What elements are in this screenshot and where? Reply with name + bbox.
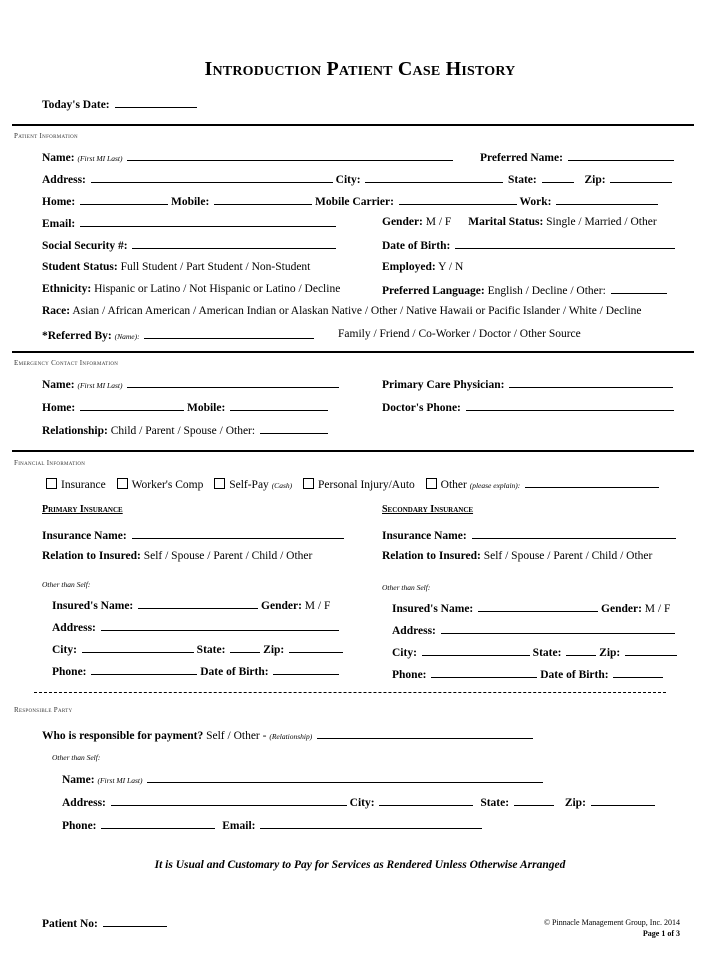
primary-relation-row (42, 550, 312, 562)
physician-label: Primary Care Physician: (382, 379, 505, 391)
patient-name-label: Name: (42, 152, 75, 164)
secondary-address-row (392, 623, 675, 637)
secondary-city-label: City: (392, 647, 417, 659)
primary-dob-label: Date of Birth: (200, 666, 269, 678)
primary-dob-field[interactable] (273, 664, 339, 675)
secondary-state-field[interactable] (566, 645, 596, 656)
page-number: Page 1 of 3 (642, 929, 680, 938)
patient-email-row (42, 216, 336, 230)
patient-email-label: Email: (42, 218, 76, 230)
ssn-field[interactable] (132, 238, 336, 249)
todays-date-row (42, 97, 197, 111)
employed-label: Employed: (382, 261, 436, 273)
primary-state-field[interactable] (230, 642, 260, 653)
primary-city-field[interactable] (82, 642, 194, 653)
patient-city-label: City: (335, 174, 361, 186)
preferred-name-label: Preferred Name: (480, 152, 563, 164)
responsible-question-row (42, 728, 533, 742)
marital-status-options[interactable]: Single / Married / Other (546, 216, 657, 228)
secondary-dob-label: Date of Birth: (540, 669, 609, 681)
language-row (382, 283, 667, 297)
patient-zip-label: Zip: (584, 174, 606, 186)
doctor-phone-label: Doctor's Phone: (382, 402, 461, 414)
section-patient-information: Patient Information (14, 132, 78, 140)
primary-state-label: State: (196, 644, 226, 656)
primary-insured-name-label: Insured's Name: (52, 600, 134, 612)
gender-marital-row (382, 216, 657, 228)
referred-hint: (Name): (114, 332, 140, 341)
primary-phone-row (52, 664, 339, 678)
ethnicity-label: Ethnicity: (42, 283, 92, 295)
emergency-name-row (42, 377, 339, 391)
responsible-zip-field[interactable] (591, 795, 655, 806)
secondary-phone-label: Phone: (392, 669, 427, 681)
primary-gender-label: Gender: (261, 600, 302, 612)
primary-relation-options[interactable]: Self / Spouse / Parent / Child / Other (143, 550, 313, 562)
primary-insured-name-field[interactable] (138, 598, 258, 609)
referred-options[interactable]: Family / Friend / Co-Worker / Doctor / Other Source (338, 328, 581, 340)
ssn-label: Social Security #: (42, 240, 128, 252)
responsible-phone-row (62, 818, 482, 832)
primary-zip-field[interactable] (289, 642, 343, 653)
patient-home-label: Home: (42, 196, 76, 208)
secondary-insurance-name-row (382, 528, 676, 542)
patient-no-row (42, 916, 167, 930)
physician-field[interactable] (509, 377, 673, 388)
responsible-address-field[interactable] (111, 795, 347, 806)
payment-type-row (46, 477, 659, 491)
primary-city-row (52, 642, 343, 656)
secondary-insured-name-label: Insured's Name: (392, 603, 474, 615)
language-label: Preferred Language: (382, 285, 485, 297)
patient-gender-options[interactable]: M / F (425, 216, 452, 228)
secondary-phone-field[interactable] (431, 667, 537, 678)
emergency-relationship-label: Relationship: (42, 425, 108, 437)
secondary-relation-row (382, 550, 652, 562)
secondary-gender-options[interactable]: M / F (644, 603, 671, 615)
secondary-insurance-heading: Secondary Insurance (382, 504, 474, 515)
emergency-phones-row (42, 400, 328, 414)
primary-relation-label: Relation to Insured: (42, 550, 141, 562)
responsible-relationship-hint: (Relationship) (269, 732, 313, 741)
emergency-name-label: Name: (42, 379, 75, 391)
responsible-email-label: Email: (222, 820, 256, 832)
primary-address-row (52, 620, 339, 634)
patient-state-field[interactable] (542, 172, 574, 183)
ethnicity-row (42, 283, 340, 295)
mobile-carrier-label: Mobile Carrier: (315, 196, 394, 208)
secondary-insurance-name-label: Insurance Name: (382, 530, 467, 542)
primary-insurance-heading: Primary Insurance (42, 504, 123, 515)
responsible-zip-label: Zip: (564, 797, 586, 809)
primary-insured-name-row (52, 598, 330, 612)
patient-zip-field[interactable] (610, 172, 672, 183)
checkbox-insurance[interactable]: Insurance (46, 479, 106, 491)
primary-other-than-self: Other than Self: (42, 580, 91, 589)
patient-dob-label: Date of Birth: (382, 240, 451, 252)
primary-city-label: City: (52, 644, 77, 656)
secondary-city-row (392, 645, 677, 659)
primary-insurance-name-field[interactable] (132, 528, 344, 539)
marital-status-label: Marital Status: (468, 216, 544, 228)
patient-work-field[interactable] (556, 194, 658, 205)
secondary-gender-label: Gender: (601, 603, 642, 615)
responsible-state-label: State: (480, 797, 510, 809)
emergency-relationship-row (42, 423, 328, 437)
checkbox-workers-comp[interactable]: Worker's Comp (117, 479, 204, 491)
responsible-address-row (62, 795, 655, 809)
responsible-state-field[interactable] (514, 795, 554, 806)
secondary-relation-label: Relation to Insured: (382, 550, 481, 562)
copyright-text: © Pinnacle Management Group, Inc. 2014 (543, 918, 680, 927)
patient-no-field[interactable] (103, 916, 167, 927)
primary-insurance-name-label: Insurance Name: (42, 530, 127, 542)
primary-phone-label: Phone: (52, 666, 87, 678)
todays-date-field[interactable] (115, 97, 197, 108)
patient-city-field[interactable] (365, 172, 503, 183)
responsible-phone-label: Phone: (62, 820, 97, 832)
emergency-name-field[interactable] (127, 377, 339, 388)
patient-address-field[interactable] (91, 172, 333, 183)
patient-mobile-label: Mobile: (170, 196, 210, 208)
language-options[interactable]: English / Decline / Other: (487, 285, 606, 297)
emergency-home-label: Home: (42, 402, 76, 414)
patient-no-label: Patient No: (42, 918, 98, 930)
secondary-state-label: State: (532, 647, 562, 659)
secondary-zip-label: Zip: (599, 647, 621, 659)
patient-name-field[interactable] (127, 150, 453, 161)
responsible-relationship-field[interactable] (317, 728, 533, 739)
checkbox-self-pay[interactable]: Self-Pay (Cash) (214, 479, 292, 491)
doctor-phone-field[interactable] (466, 400, 674, 411)
checkbox-personal-injury[interactable]: Personal Injury/Auto (303, 479, 415, 491)
responsible-name-label: Name: (62, 774, 95, 786)
patient-name-row (42, 150, 453, 164)
patient-state-label: State: (508, 174, 537, 186)
secondary-zip-field[interactable] (625, 645, 677, 656)
ssn-row (42, 238, 336, 252)
preferred-name-row (480, 150, 674, 164)
section-financial-information: Financial Information (14, 459, 86, 467)
primary-phone-field[interactable] (91, 664, 197, 675)
physician-row (382, 377, 673, 391)
secondary-other-than-self: Other than Self: (382, 583, 431, 592)
mobile-carrier-field[interactable] (399, 194, 517, 205)
secondary-city-field[interactable] (422, 645, 530, 656)
patient-state-zip-row (508, 172, 672, 186)
payment-notice: It is Usual and Customary to Pay for Services as Rendered Unless Otherwise Arranged (154, 859, 566, 871)
emergency-relationship-options[interactable]: Child / Parent / Spouse / Other: (110, 425, 256, 437)
race-label: Race: (42, 305, 71, 317)
patient-email-field[interactable] (80, 216, 336, 227)
secondary-insured-name-field[interactable] (478, 601, 598, 612)
responsible-options[interactable]: Self / Other - (206, 730, 267, 742)
secondary-phone-row (392, 667, 663, 681)
primary-insurance-name-row (42, 528, 344, 542)
responsible-question: Who is responsible for payment? (42, 730, 204, 742)
secondary-address-field[interactable] (441, 623, 675, 634)
patient-work-label: Work: (519, 196, 552, 208)
responsible-city-field[interactable] (379, 795, 473, 806)
primary-zip-label: Zip: (263, 644, 285, 656)
responsible-other-than-self: Other than Self: (52, 753, 101, 762)
patient-gender-label: Gender: (382, 216, 423, 228)
employed-row (382, 261, 463, 273)
race-options[interactable]: Asian / African American / American Indian or Alaskan Native / Other / Native Hawaii or Pacific Islander / White / Decline (72, 305, 642, 317)
language-other-field[interactable] (611, 283, 667, 294)
patient-address-row (42, 172, 503, 186)
patient-name-hint: (First MI Last) (77, 154, 123, 163)
other-explain-field[interactable] (525, 477, 659, 488)
employed-options[interactable]: Y / N (438, 261, 464, 273)
todays-date-label: Today's Date: (42, 99, 110, 111)
referred-label: *Referred By: (42, 330, 112, 342)
responsible-phone-field[interactable] (101, 818, 215, 829)
patient-dob-field[interactable] (455, 238, 675, 249)
patient-mobile-field[interactable] (214, 194, 312, 205)
emergency-mobile-label: Mobile: (186, 402, 226, 414)
page-title: Introduction Patient Case History (204, 58, 516, 80)
secondary-insurance-name-field[interactable] (472, 528, 676, 539)
secondary-dob-field[interactable] (613, 667, 663, 678)
responsible-name-row (62, 772, 543, 786)
responsible-name-field[interactable] (147, 772, 543, 783)
patient-dob-row (382, 238, 675, 252)
race-row (42, 305, 642, 317)
primary-address-label: Address: (52, 622, 96, 634)
emergency-name-hint: (First MI Last) (77, 381, 123, 390)
secondary-address-label: Address: (392, 625, 436, 637)
primary-address-field[interactable] (101, 620, 339, 631)
student-status-row (42, 261, 310, 273)
responsible-address-label: Address: (62, 797, 106, 809)
responsible-city-label: City: (349, 797, 375, 809)
student-status-label: Student Status: (42, 261, 118, 273)
section-responsible-party: Responsible Party (14, 706, 73, 714)
referred-name-field[interactable] (144, 328, 314, 339)
emergency-home-field[interactable] (80, 400, 184, 411)
section-emergency-contact: Emergency Contact Information (14, 359, 119, 367)
primary-gender-options[interactable]: M / F (304, 600, 331, 612)
patient-address-label: Address: (42, 174, 86, 186)
emergency-mobile-field[interactable] (230, 400, 328, 411)
patient-phones-row (42, 194, 658, 208)
secondary-relation-options[interactable]: Self / Spouse / Parent / Child / Other (483, 550, 653, 562)
checkbox-other[interactable]: Other (please explain): (426, 479, 521, 491)
patient-home-field[interactable] (80, 194, 168, 205)
secondary-insured-name-row (392, 601, 670, 615)
responsible-name-hint: (First MI Last) (97, 776, 143, 785)
responsible-email-field[interactable] (260, 818, 482, 829)
dashed-divider (34, 692, 666, 693)
ethnicity-options[interactable]: Hispanic or Latino / Not Hispanic or Latino / Decline (94, 283, 341, 295)
emergency-relationship-other-field[interactable] (260, 423, 328, 434)
preferred-name-field[interactable] (568, 150, 674, 161)
student-status-options[interactable]: Full Student / Part Student / Non-Student (120, 261, 311, 273)
doctor-phone-row (382, 400, 674, 414)
referred-row (42, 328, 314, 342)
